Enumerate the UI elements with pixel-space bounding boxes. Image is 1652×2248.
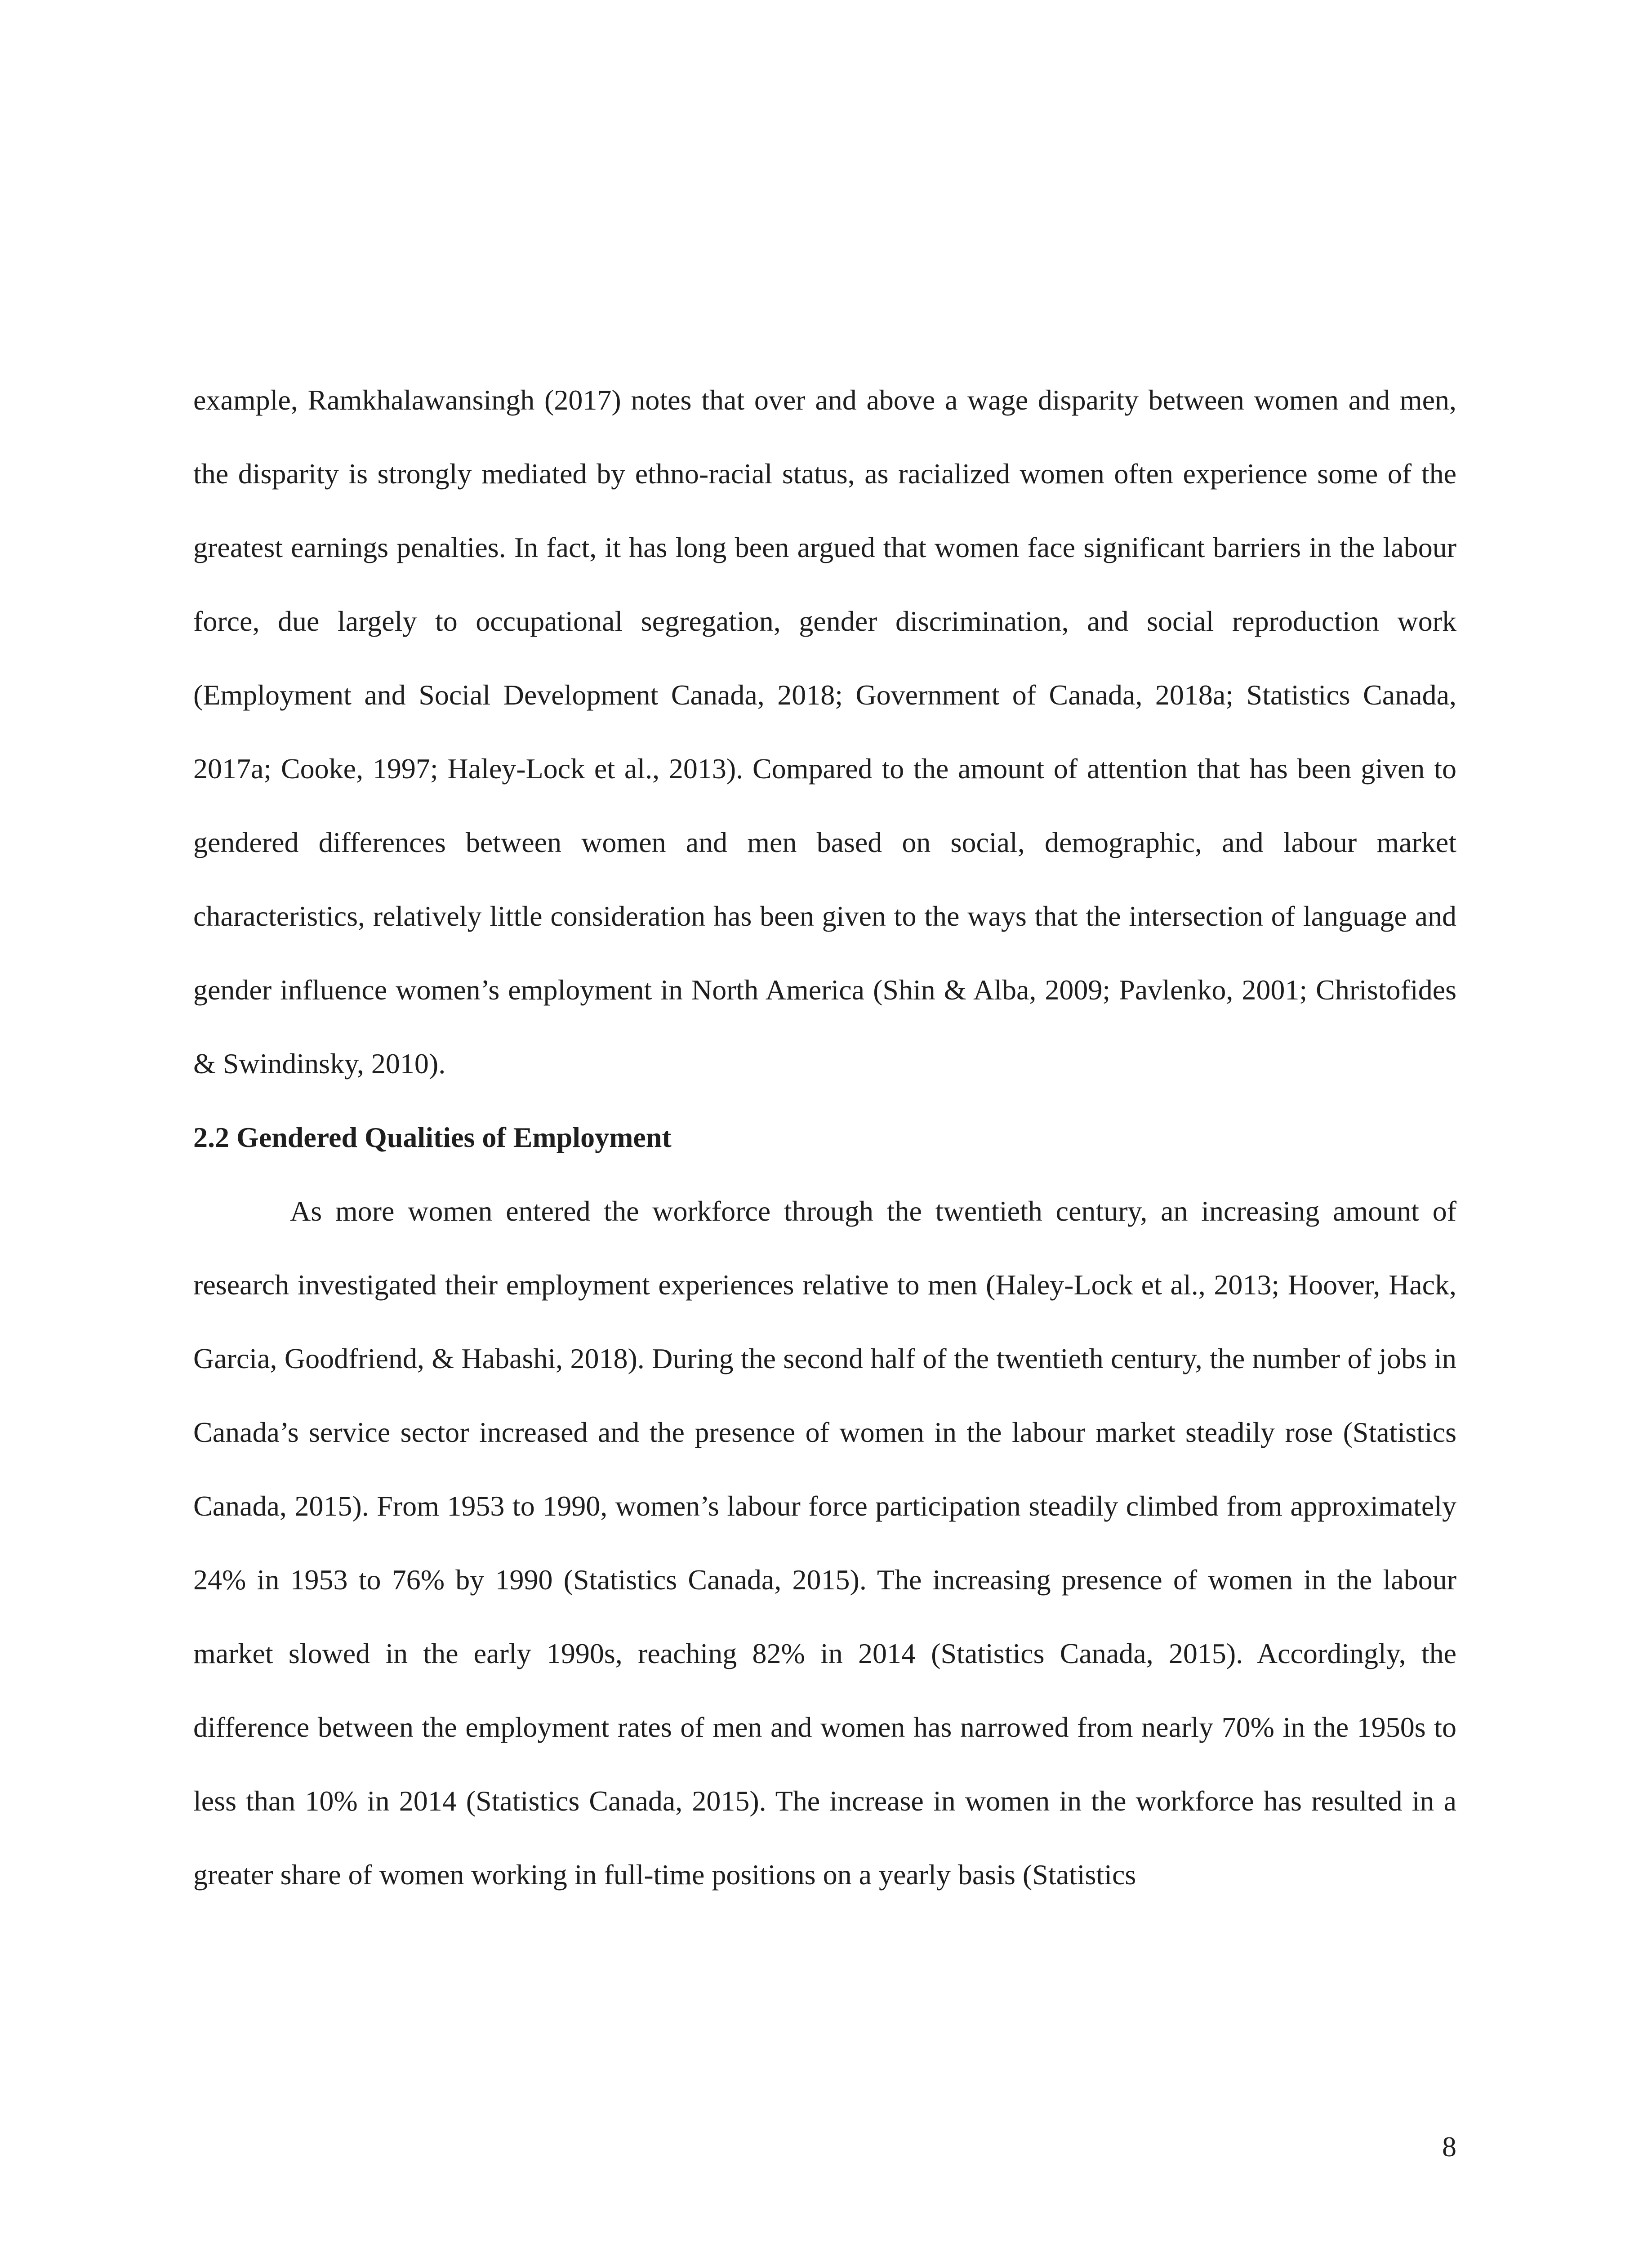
body-text — [193, 363, 1456, 1912]
paragraph-section: As more women entered the workforce through the twentieth century, an increasing amount of research investigated their employment experiences relative to men (Haley-Lock et al., 2013; Hoover, Hack, Garcia, Goodfriend, & Habashi, 2018). During the second half of the twentieth century, the number of jobs in Canada’s service sector increased and the presence of women in the labour market steadily rose (Statistics Canada, 2015). From 1953 to 1990, women’s labour force participation steadily climbed from approximately 24% in 1953 to 76% by 1990 (Statistics Canada, 2015). The increasing presence of women in the labour market slowed in the early 1990s, reaching 82% in 2014 (Statistics Canada, 2015). Accordingly, the difference between the employment rates of men and women has narrowed from nearly 70% in the 1950s to less than 10% in 2014 (Statistics Canada, 2015). The increase in women in the workforce has resulted in a greater share of women working in full-time positions on a yearly basis (Statistics — [193, 1195, 1456, 1891]
section-heading: 2.2 Gendered Qualities of Employment — [193, 1121, 672, 1153]
page-number: 8 — [1442, 2131, 1456, 2163]
paragraph-continued: example, Ramkhalawansingh (2017) notes that over and above a wage disparity between women and men, the disparity is strongly mediated by ethno-racial status, as racialized women often experience some of the greatest earnings penalties. In fact, it has long been argued that women face significant barriers in the labour force, due largely to occupational segregation, gender discrimination, and social reproduction work (Employment and Social Development Canada, 2018; Government of Canada, 2018a; Statistics Canada, 2017a; Cooke, 1997; Haley-Lock et al., 2013). Compared to the amount of attention that has been given to gendered differences between women and men based on social, demographic, and labour market characteristics, relatively little consideration has been given to the ways that the intersection of language and gender influence women’s employment in North America (Shin & Alba, 2009; Pavlenko, 2001; Christofides & Swindinsky, 2010). — [193, 384, 1456, 1079]
